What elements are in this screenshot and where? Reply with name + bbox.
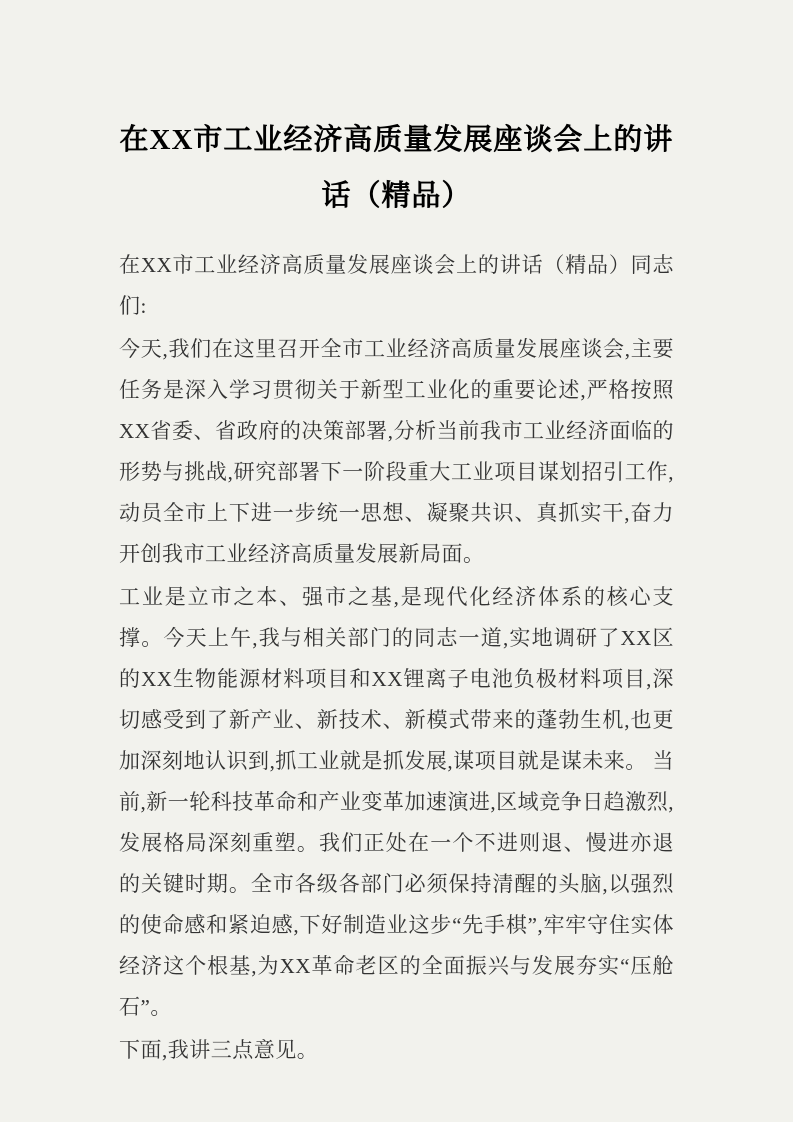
paragraph-transition: 下面,我讲三点意见。 xyxy=(119,1038,319,1062)
document-title: 在XX市工业经济高质量发展座谈会上的讲话（精品） xyxy=(119,124,674,212)
paragraph-industry-analysis: 工业是立市之本、强市之基,是现代化经济体系的核心支撑。今天上午,我与相关部门的同志一道,实地调研了XX区的XX生物能源材料项目和XX锂离子电池负极材料项目,深切感受到了新产业、新技术、新模式带来的蓬勃生机,也更加深刻地认识到,抓工业就是抓发展,谋项目就是谋未来。 当前,新一轮科技革命和产业变革加速演进,区域竞争日趋激烈,发展格局深刻重塑。我们正处在一个不进则退、慢进亦退的关键时期。全市各级各部门必须保持清醒的头脑,以强烈的使命感和紧迫感,下好制造业这步“先手棋”,牢牢守住实体经济这个根基,为XX革命老区的全面振兴与发展夯实“压舱石”。 xyxy=(119,585,674,1019)
paragraph-opening: 今天,我们在这里召开全市工业经济高质量发展座谈会,主要任务是深入学习贯彻关于新型工业化的重要论述,严格按照XX省委、省政府的决策部署,分析当前我市工业经济面临的形势与挑战,研究部署下一阶段重大工业项目谋划招引工作,动员全市上下进一步统一思想、凝聚共识、真抓实干,奋力开创我市工业经济高质量发展新局面。 xyxy=(119,337,674,566)
paragraph-salutation: 在XX市工业经济高质量发展座谈会上的讲话（精品）同志们: xyxy=(119,253,674,318)
